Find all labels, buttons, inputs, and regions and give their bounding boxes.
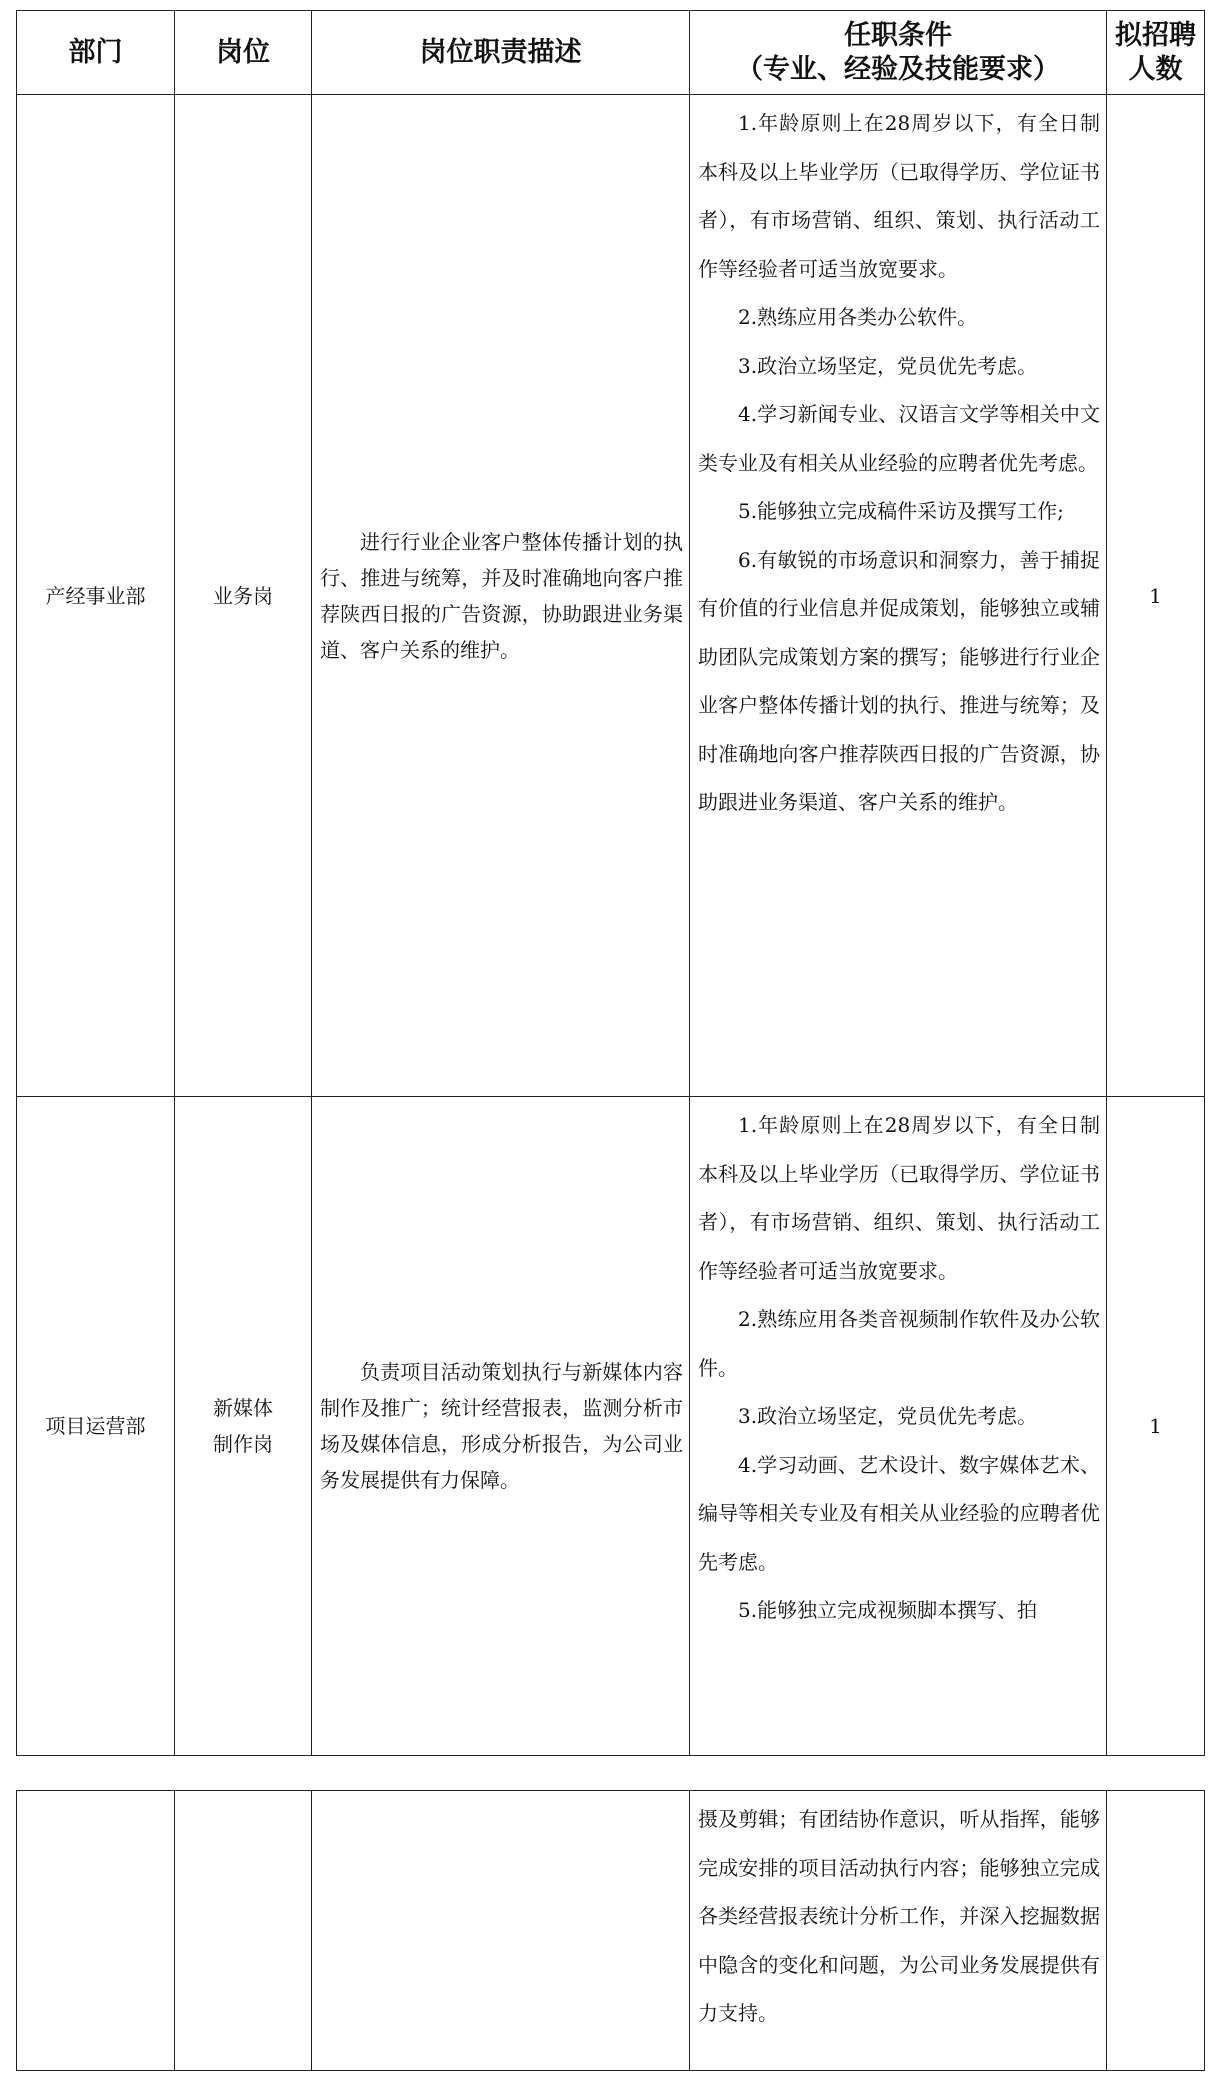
post-cell: 业务岗 (175, 95, 312, 1097)
table-header-row (17, 11, 1205, 95)
requirement-item: 1.年龄原则上在28周岁以下，有全日制本科及以上毕业学历（已取得学历、学位证书者），有市场营销、组织、策划、执行活动工作等经验者可适当放宽要求。 (698, 1113, 1100, 1283)
continuation-table (16, 1790, 1205, 2071)
header-post: 岗位 (175, 11, 312, 95)
header-requirements-subtitle: （专业、经验及技能要求） (736, 53, 1060, 85)
requirement-item: 3.政治立场坚定，党员优先考虑。 (738, 1404, 1038, 1428)
requirement-item: 2.熟练应用各类音视频制作软件及办公软件。 (698, 1307, 1100, 1380)
header-count (1107, 11, 1205, 95)
requirement-item: 3.政治立场坚定，党员优先考虑。 (738, 353, 1038, 378)
requirement-item: 6.有敏锐的市场意识和洞察力，善于捕捉有价值的行业信息并促成策划，能够独立或辅助团队完成策划方案的撰写；能够进行行业企业客户整体传播计划的执行、推进与统筹；及时准确地向客户推荐陕西日报的广告资源，协助跟进业务渠道、客户关系的维护。 (698, 547, 1100, 814)
description-text: 进行行业企业客户整体传播计划的执行、推进与统筹，并及时准确地向客户推荐陕西日报的广告资源，协助跟进业务渠道、客户关系的维护。 (320, 529, 683, 662)
description-cell (312, 1097, 690, 1756)
dept-cell: 产经事业部 (17, 95, 175, 1097)
description-cell (312, 95, 690, 1097)
requirement-item: 4.学习新闻专业、汉语言文学等相关中文类专业及有相关从业经验的应聘者优先考虑。 (698, 402, 1100, 475)
requirement-item: 4.学习动画、艺术设计、数字媒体艺术、编导等相关专业及有相关从业经验的应聘者优先考虑。 (698, 1452, 1100, 1574)
count-cell: 1 (1107, 1097, 1205, 1756)
header-requirements-title: 任职条件 (844, 19, 952, 51)
dept-cell: 项目运营部 (17, 1097, 175, 1756)
recruitment-table (16, 10, 1205, 1756)
dept-cell (17, 1791, 175, 2071)
table-row (17, 1097, 1205, 1756)
post-line: 制作岗 (213, 1432, 273, 1456)
header-requirements (690, 11, 1107, 95)
header-desc: 岗位职责描述 (312, 11, 690, 95)
table-row (17, 95, 1205, 1097)
post-line: 新媒体 (213, 1396, 273, 1420)
requirement-item: 5.能够独立完成视频脚本撰写、拍 (738, 1598, 1038, 1622)
requirements-cell (690, 1791, 1107, 2071)
requirements-cell (690, 95, 1107, 1097)
requirements-cell (690, 1097, 1107, 1756)
requirement-item: 2.熟练应用各类办公软件。 (738, 305, 978, 329)
requirement-continuation-text: 摄及剪辑；有团结协作意识，听从指挥，能够完成安排的项目活动执行内容；能够独立完成各类经营报表统计分析工作，并深入挖掘数据中隐含的变化和问题，为公司业务发展提供有力支持。 (698, 1807, 1100, 2025)
count-cell: 1 (1107, 95, 1205, 1097)
header-count-line1: 拟招聘 (1115, 19, 1196, 51)
description-cell (312, 1791, 690, 2071)
description-text: 负责项目活动策划执行与新媒体内容制作及推广；统计经营报表，监测分析市场及媒体信息，形成分析报告，为公司业务发展提供有力保障。 (320, 1360, 683, 1492)
header-count-line2: 人数 (1128, 53, 1183, 85)
header-dept: 部门 (17, 11, 175, 95)
requirement-item: 5.能够独立完成稿件采访及撰写工作; (738, 499, 1064, 523)
table-row (17, 1791, 1205, 2071)
count-cell (1107, 1791, 1205, 2071)
post-cell (175, 1791, 312, 2071)
requirement-item: 1.年龄原则上在28周岁以下，有全日制本科及以上毕业学历（已取得学历、学位证书者），有市场营销、组织、策划、执行活动工作等经验者可适当放宽要求。 (698, 111, 1100, 281)
post-cell (175, 1097, 312, 1756)
